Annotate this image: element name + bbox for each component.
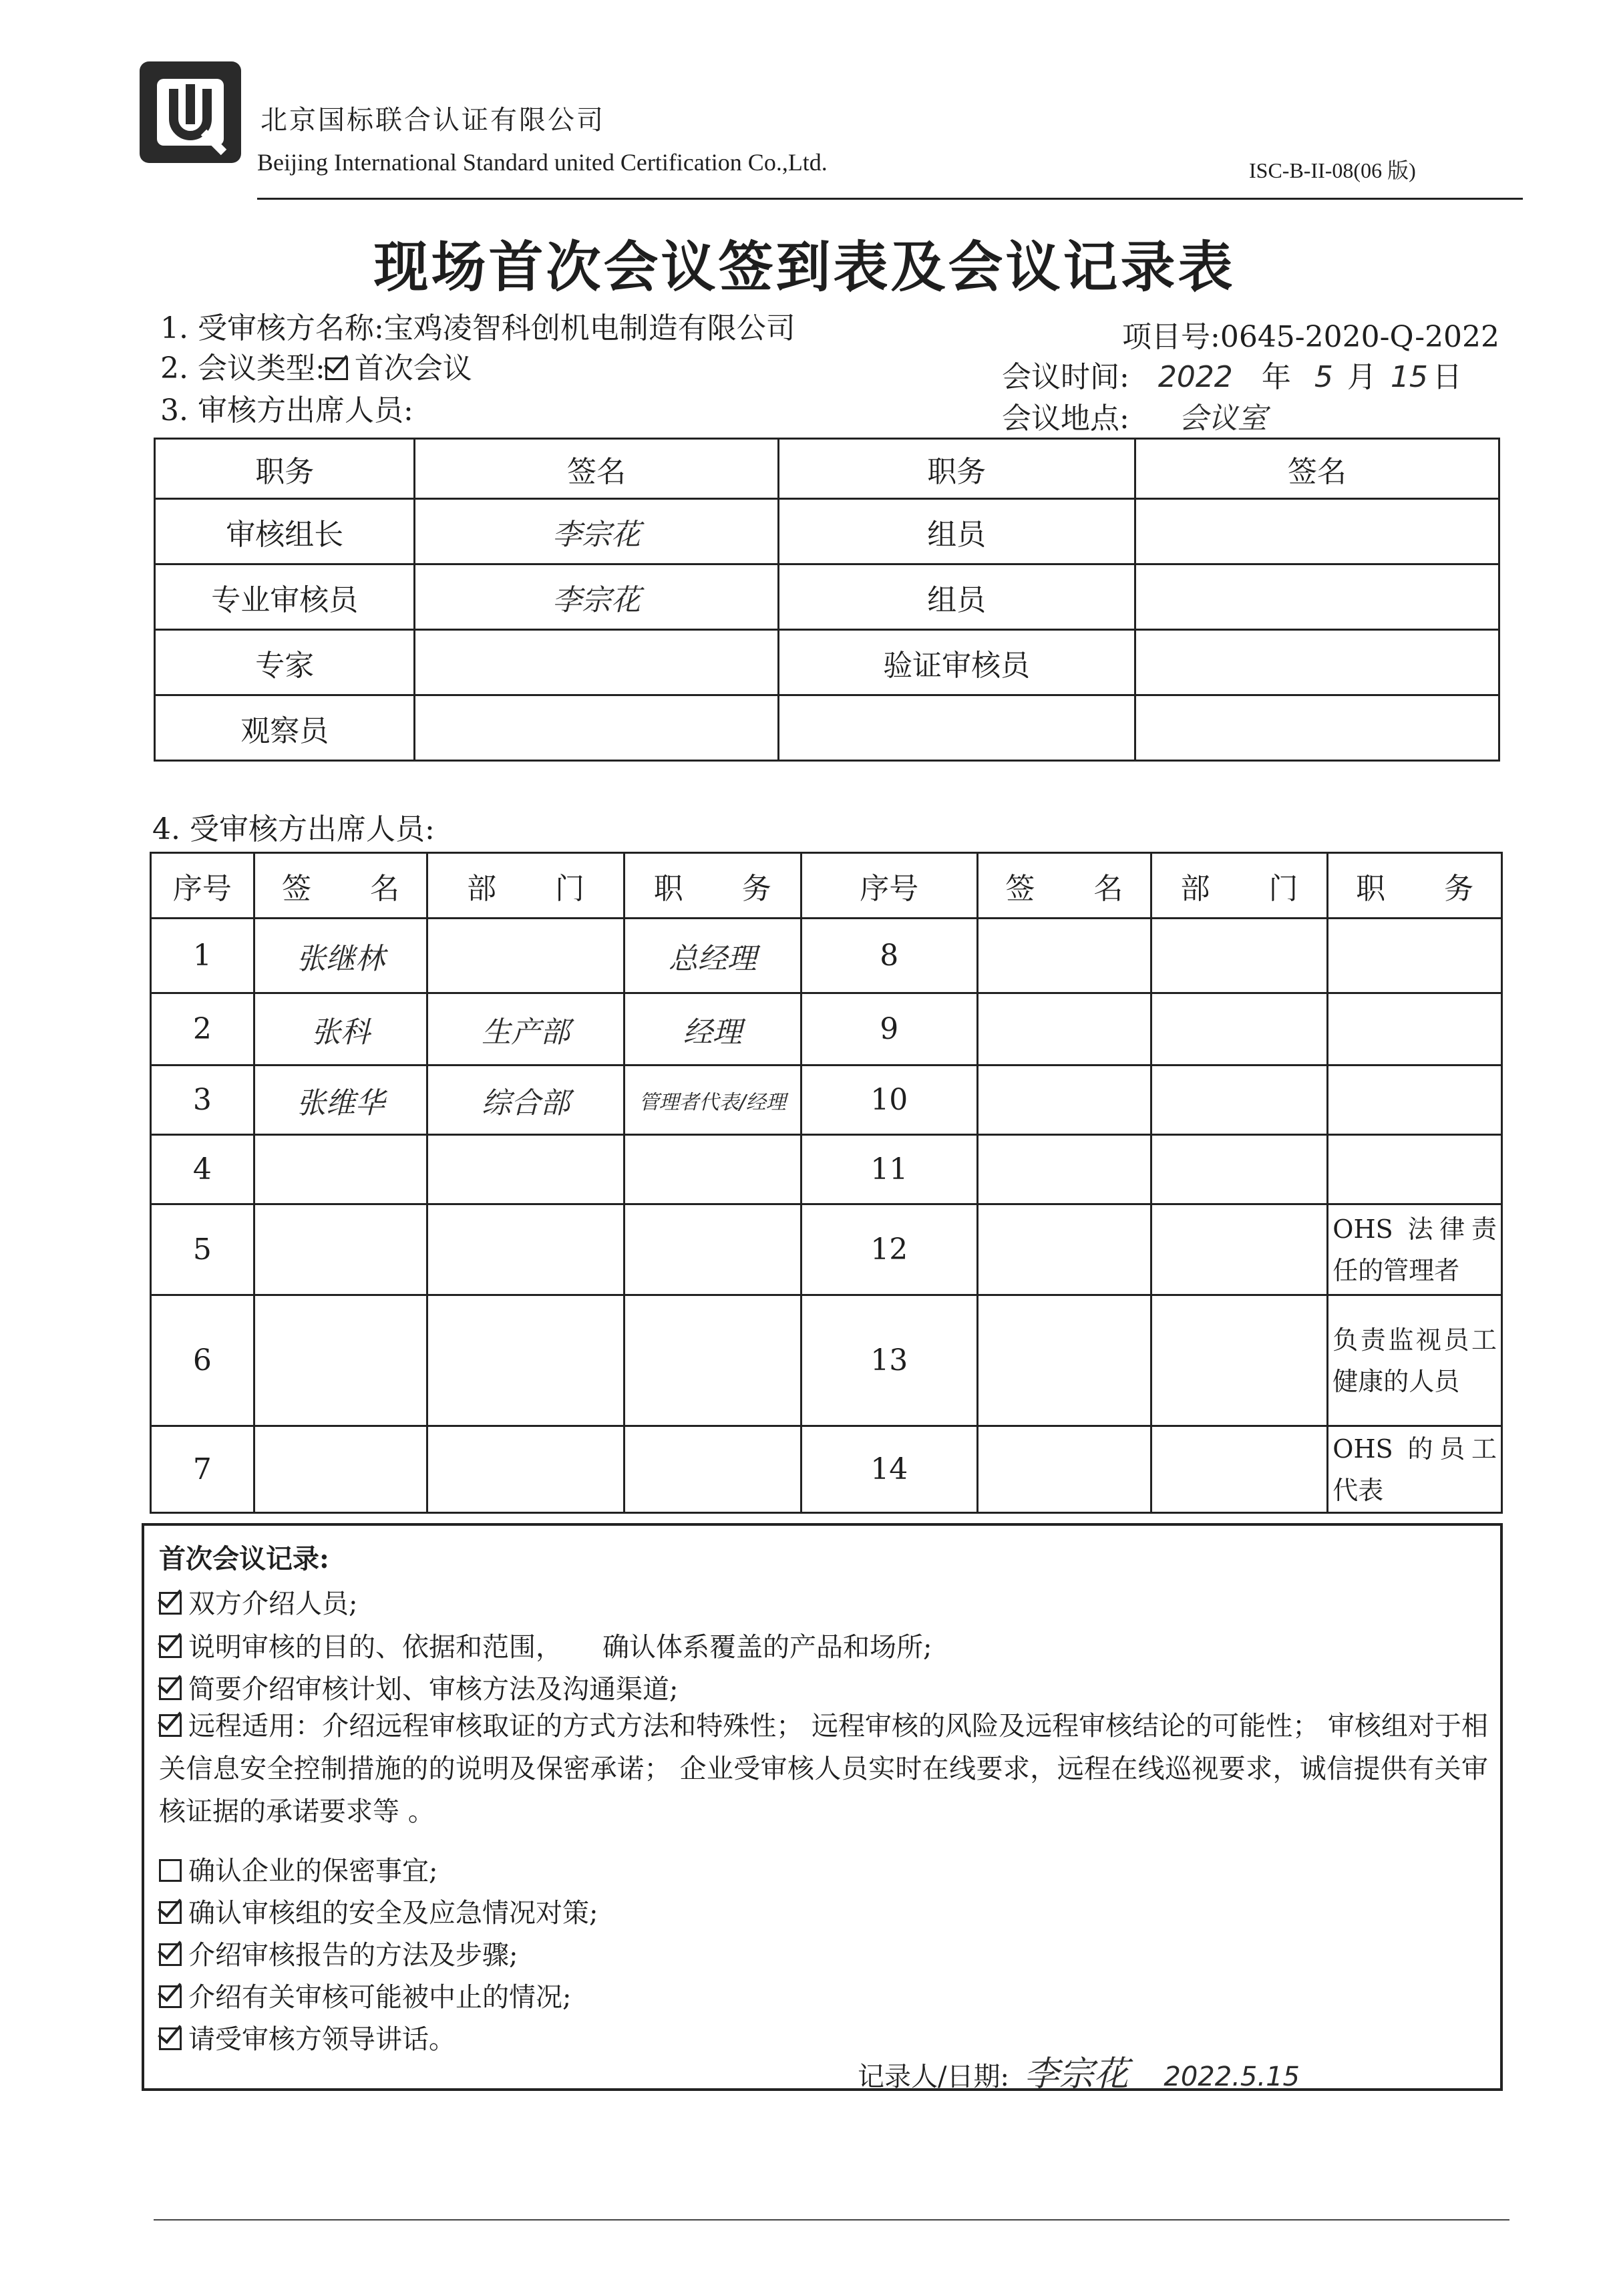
meeting-place-label: 会议地点: bbox=[1002, 401, 1129, 436]
signature-cell bbox=[415, 695, 778, 761]
department-cell bbox=[1151, 1426, 1328, 1513]
header-cell: 序号 bbox=[801, 853, 977, 919]
role-cell: 专业审核员 bbox=[155, 564, 415, 630]
position-cell bbox=[1328, 993, 1502, 1065]
checkbox-icon bbox=[159, 1714, 182, 1737]
meeting-month: 5 bbox=[1314, 360, 1333, 394]
position-cell bbox=[624, 1135, 801, 1204]
signature-cell bbox=[254, 1426, 427, 1513]
footer-divider bbox=[154, 2219, 1509, 2221]
signature-cell bbox=[1135, 499, 1499, 564]
company-name-en: Beijing International Standard united Certification Co.,Ltd. bbox=[257, 149, 828, 176]
role-cell: 组员 bbox=[778, 564, 1135, 630]
role-cell: 观察员 bbox=[155, 695, 415, 761]
recorder-label: 记录人/日期: bbox=[858, 2062, 1009, 2092]
table-row bbox=[151, 993, 1502, 1065]
table-row bbox=[155, 564, 1499, 630]
meeting-record bbox=[142, 1523, 1503, 2094]
number-cell: 4 bbox=[151, 1135, 254, 1204]
signature-cell bbox=[978, 1065, 1151, 1135]
record-item bbox=[159, 1705, 1488, 1833]
position-cell: 管理者代表/经理 bbox=[624, 1065, 801, 1135]
auditee-label: 1. 受审核方名称: bbox=[160, 311, 384, 345]
number-cell: 8 bbox=[801, 919, 977, 993]
position-cell bbox=[624, 1204, 801, 1295]
company-name-cn: 北京国标联合认证有限公司 bbox=[260, 105, 605, 136]
number-cell: 2 bbox=[151, 993, 254, 1065]
table-row bbox=[151, 1295, 1502, 1426]
number-cell: 6 bbox=[151, 1295, 254, 1426]
year-unit: 年 bbox=[1261, 360, 1291, 394]
header-cell: 职务 bbox=[778, 439, 1135, 499]
department-cell bbox=[427, 1204, 624, 1295]
department-cell bbox=[427, 919, 624, 993]
company-logo bbox=[137, 59, 244, 166]
department-cell: 生产部 bbox=[427, 993, 624, 1065]
checkbox-icon bbox=[159, 1592, 182, 1615]
auditee-name: 宝鸡凌智科创机电制造有限公司 bbox=[383, 311, 795, 345]
record-item bbox=[159, 2018, 456, 2056]
signature-cell bbox=[978, 1135, 1151, 1204]
number-cell: 11 bbox=[801, 1135, 977, 1204]
position-cell bbox=[624, 1426, 801, 1513]
position-cell: 总经理 bbox=[624, 919, 801, 993]
checkbox-icon bbox=[159, 1901, 182, 1924]
meeting-type-label: 2. 会议类型: bbox=[160, 351, 325, 385]
role-cell: 验证审核员 bbox=[778, 630, 1135, 695]
number-cell: 3 bbox=[151, 1065, 254, 1135]
number-cell: 13 bbox=[801, 1295, 977, 1426]
meeting-type-line bbox=[160, 344, 472, 387]
header-cell: 部 门 bbox=[427, 853, 624, 919]
meeting-type-value: 首次会议 bbox=[354, 351, 472, 385]
department-cell bbox=[1151, 1135, 1328, 1204]
record-item-text: 双方介绍人员; bbox=[188, 1589, 358, 1619]
signature-cell bbox=[1135, 695, 1499, 761]
header-divider bbox=[257, 198, 1523, 200]
position-cell bbox=[1328, 1135, 1502, 1204]
department-cell bbox=[1151, 1204, 1328, 1295]
role-cell: 审核组长 bbox=[155, 499, 415, 564]
record-item bbox=[159, 1934, 518, 1972]
day-unit: 日 bbox=[1432, 360, 1462, 394]
record-item-text: 确认审核组的安全及应急情况对策; bbox=[188, 1898, 598, 1929]
record-item bbox=[159, 1626, 932, 1664]
department-cell bbox=[427, 1426, 624, 1513]
table-row bbox=[151, 1135, 1502, 1204]
department-cell bbox=[1151, 1065, 1328, 1135]
signature-cell: 张维华 bbox=[254, 1065, 427, 1135]
department-cell bbox=[1151, 919, 1328, 993]
signature-cell bbox=[1135, 564, 1499, 630]
checkbox-icon bbox=[325, 357, 348, 380]
number-cell: 5 bbox=[151, 1204, 254, 1295]
position-cell: 负责监视员工健康的人员 bbox=[1328, 1295, 1502, 1426]
role-cell: 组员 bbox=[778, 499, 1135, 564]
record-item-text: 确认企业的保密事宜; bbox=[188, 1856, 438, 1887]
record-item bbox=[159, 1583, 357, 1621]
record-item bbox=[159, 1892, 598, 1930]
number-cell: 12 bbox=[801, 1204, 977, 1295]
signature-cell bbox=[254, 1204, 427, 1295]
header-cell: 职 务 bbox=[1328, 853, 1502, 919]
record-item-text: 说明审核的目的、依据和范围， 确认体系覆盖的产品和场所; bbox=[188, 1632, 932, 1663]
auditee-attendees-label: 4. 受审核方出席人员: bbox=[152, 812, 435, 846]
table-row bbox=[155, 695, 1499, 761]
auditee-line bbox=[160, 304, 795, 347]
checkbox-icon bbox=[159, 2027, 182, 2050]
table-row bbox=[155, 499, 1499, 564]
record-heading: 首次会议记录: bbox=[159, 1543, 329, 1575]
record-item-text: 简要介绍审核计划、审核方法及沟通渠道; bbox=[188, 1674, 679, 1705]
header-cell: 签名 bbox=[1135, 439, 1499, 499]
checkbox-icon bbox=[159, 1635, 182, 1658]
recorder-signature: 李宗花 bbox=[1024, 2054, 1129, 2094]
signature-cell bbox=[1135, 630, 1499, 695]
signature-cell bbox=[978, 993, 1151, 1065]
role-cell: 专家 bbox=[155, 630, 415, 695]
number-cell: 10 bbox=[801, 1065, 977, 1135]
record-item bbox=[159, 1976, 571, 2014]
checkbox-icon bbox=[159, 1677, 182, 1700]
header-cell: 签名 bbox=[415, 439, 778, 499]
month-unit: 月 bbox=[1347, 360, 1377, 394]
auditor-label: 3. 审核方出席人员: bbox=[160, 393, 413, 428]
signature-cell: 张继林 bbox=[254, 919, 427, 993]
signature-cell bbox=[978, 1204, 1151, 1295]
record-item bbox=[159, 1850, 437, 1888]
meeting-day: 15 bbox=[1390, 360, 1428, 394]
meeting-place: 会议室 bbox=[1178, 401, 1267, 436]
signature-cell bbox=[415, 630, 778, 695]
department-cell: 综合部 bbox=[427, 1065, 624, 1135]
department-cell bbox=[1151, 993, 1328, 1065]
form-number: ISC-B-II-08(06 版) bbox=[1249, 158, 1416, 182]
header-cell: 职务 bbox=[155, 439, 415, 499]
role-cell bbox=[778, 695, 1135, 761]
checkbox-icon bbox=[159, 1943, 182, 1966]
signature-cell bbox=[978, 1426, 1151, 1513]
number-cell: 14 bbox=[801, 1426, 977, 1513]
position-cell: OHS 的员工代表 bbox=[1328, 1426, 1502, 1513]
meeting-year: 2022 bbox=[1157, 360, 1233, 394]
record-item bbox=[159, 1668, 678, 1706]
signature-cell bbox=[254, 1295, 427, 1426]
signature-cell: 张科 bbox=[254, 993, 427, 1065]
department-cell bbox=[427, 1135, 624, 1204]
checkbox-icon bbox=[159, 1859, 182, 1882]
record-item-text: 介绍审核报告的方法及步骤; bbox=[188, 1940, 518, 1971]
auditor-table bbox=[154, 438, 1500, 762]
meeting-place-line bbox=[1002, 394, 1267, 437]
meeting-time-line bbox=[1002, 353, 1462, 395]
signature-cell: 李宗花 bbox=[415, 564, 778, 630]
record-date: 2022.5.15 bbox=[1164, 2062, 1300, 2092]
header-cell: 部 门 bbox=[1151, 853, 1328, 919]
department-cell bbox=[427, 1295, 624, 1426]
position-cell: OHS 法律责任的管理者 bbox=[1328, 1204, 1502, 1295]
page-title: 现场首次会议签到表及会议记录表 bbox=[373, 235, 1236, 299]
signature-cell bbox=[978, 919, 1151, 993]
number-cell: 9 bbox=[801, 993, 977, 1065]
department-cell bbox=[1151, 1295, 1328, 1426]
number-cell: 7 bbox=[151, 1426, 254, 1513]
position-cell: 经理 bbox=[624, 993, 801, 1065]
position-cell bbox=[1328, 1065, 1502, 1135]
header-cell: 签 名 bbox=[978, 853, 1151, 919]
recorder-line bbox=[858, 2045, 1300, 2096]
signature-cell bbox=[254, 1135, 427, 1204]
table-row bbox=[151, 1204, 1502, 1295]
signature-cell: 李宗花 bbox=[415, 499, 778, 564]
record-item-text: 请受审核方领导讲话。 bbox=[188, 2024, 456, 2055]
project-number: 0645-2020-Q-2022 bbox=[1220, 320, 1500, 354]
attendee-table bbox=[150, 852, 1503, 1514]
table-row bbox=[151, 1426, 1502, 1513]
header-cell: 签 名 bbox=[254, 853, 427, 919]
position-cell bbox=[1328, 919, 1502, 993]
table-row bbox=[155, 630, 1499, 695]
record-item-text: 介绍有关审核可能被中止的情况; bbox=[188, 1982, 572, 2013]
meeting-time-label: 会议时间: bbox=[1002, 360, 1129, 394]
number-cell: 1 bbox=[151, 919, 254, 993]
signature-cell bbox=[978, 1295, 1151, 1426]
record-item-text: 远程适用：介绍远程审核取证的方式方法和特殊性； 远程审核的风险及远程审核结论的可能性； 审核组对于相关信息安全控制措施的的说明及保密承诺； 企业受审核人员实时在线要求，远程在线巡视要求，诚信提供有关审核证据的承诺要求等 。 bbox=[159, 1711, 1488, 1827]
project-line bbox=[1122, 313, 1499, 355]
header-cell: 职 务 bbox=[624, 853, 801, 919]
checkbox-icon bbox=[159, 1985, 182, 2008]
table-row bbox=[151, 1065, 1502, 1135]
project-label: 项目号: bbox=[1122, 320, 1220, 354]
header-cell: 序号 bbox=[151, 853, 254, 919]
table-row bbox=[151, 919, 1502, 993]
position-cell bbox=[624, 1295, 801, 1426]
